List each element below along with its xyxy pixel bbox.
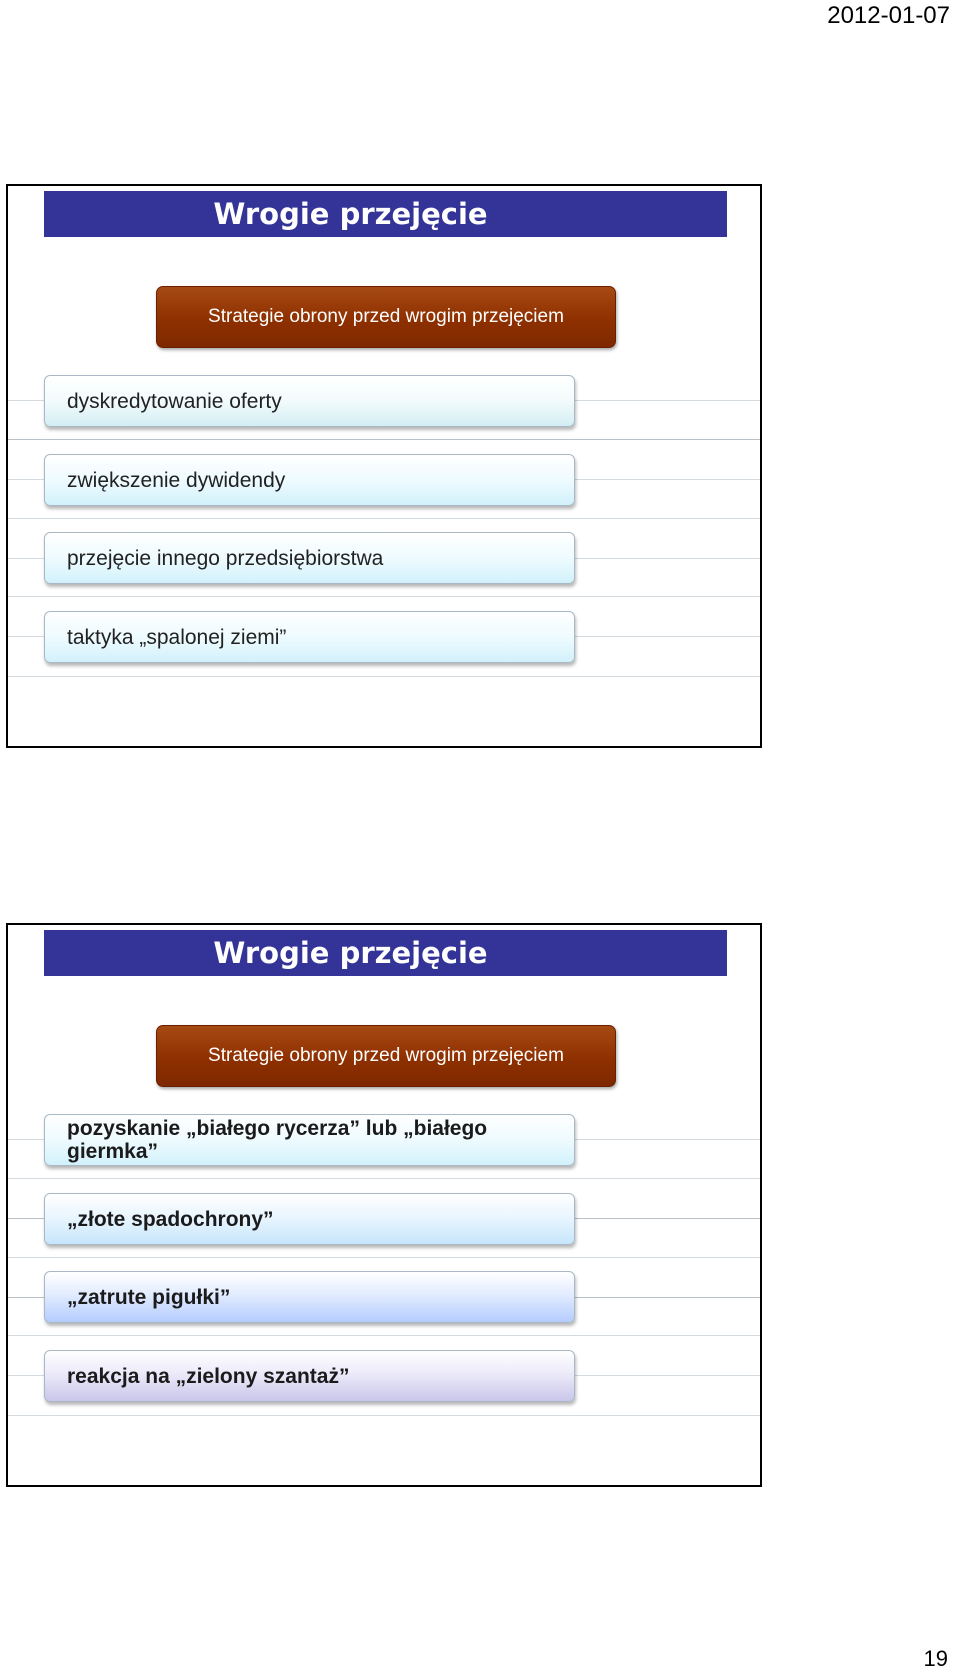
strategy-item bbox=[44, 375, 575, 427]
strategy-item-label: taktyka „spalonej ziemi” bbox=[67, 625, 287, 649]
strategy-item-label: zwiększenie dywidendy bbox=[67, 468, 286, 492]
slide-title: Wrogie przejęcie bbox=[213, 936, 488, 970]
strategy-header-text: Strategie obrony przed wrogim przejęciem bbox=[208, 306, 564, 327]
strategy-header-box bbox=[156, 1025, 616, 1087]
row-divider bbox=[8, 1335, 762, 1336]
row-divider bbox=[8, 518, 762, 519]
row-divider bbox=[8, 1415, 762, 1416]
strategy-item bbox=[44, 611, 575, 663]
strategy-item-label: „zatrute pigułki” bbox=[67, 1285, 231, 1309]
strategy-item-label: „złote spadochrony” bbox=[67, 1207, 274, 1231]
row-divider bbox=[8, 1178, 762, 1179]
strategy-item-label: pozyskanie „białego rycerza” lub „białego giermka” bbox=[67, 1117, 488, 1163]
page-number: 19 bbox=[923, 1646, 948, 1671]
slide-title-bar bbox=[44, 191, 727, 237]
strategy-item-label: reakcja na „zielony szantaż” bbox=[67, 1364, 350, 1388]
strategy-header-text: Strategie obrony przed wrogim przejęciem bbox=[208, 1045, 564, 1066]
slide-1 bbox=[6, 184, 762, 748]
slide-title: Wrogie przejęcie bbox=[213, 197, 488, 231]
strategy-item bbox=[44, 1350, 575, 1402]
row-divider bbox=[8, 1257, 762, 1258]
row-divider bbox=[8, 439, 762, 440]
slide-title-bar bbox=[44, 930, 727, 976]
strategy-item bbox=[44, 532, 575, 584]
strategy-item bbox=[44, 454, 575, 506]
row-divider bbox=[8, 676, 762, 677]
document-date: 2012-01-07 bbox=[827, 2, 950, 29]
row-divider bbox=[8, 596, 762, 597]
strategy-item-label: dyskredytowanie oferty bbox=[67, 389, 282, 413]
strategy-item bbox=[44, 1193, 575, 1245]
strategy-item-label: przejęcie innego przedsiębiorstwa bbox=[67, 546, 384, 570]
strategy-header-box bbox=[156, 286, 616, 348]
strategy-item bbox=[44, 1271, 575, 1323]
strategy-item bbox=[44, 1114, 575, 1166]
slide-2 bbox=[6, 923, 762, 1487]
